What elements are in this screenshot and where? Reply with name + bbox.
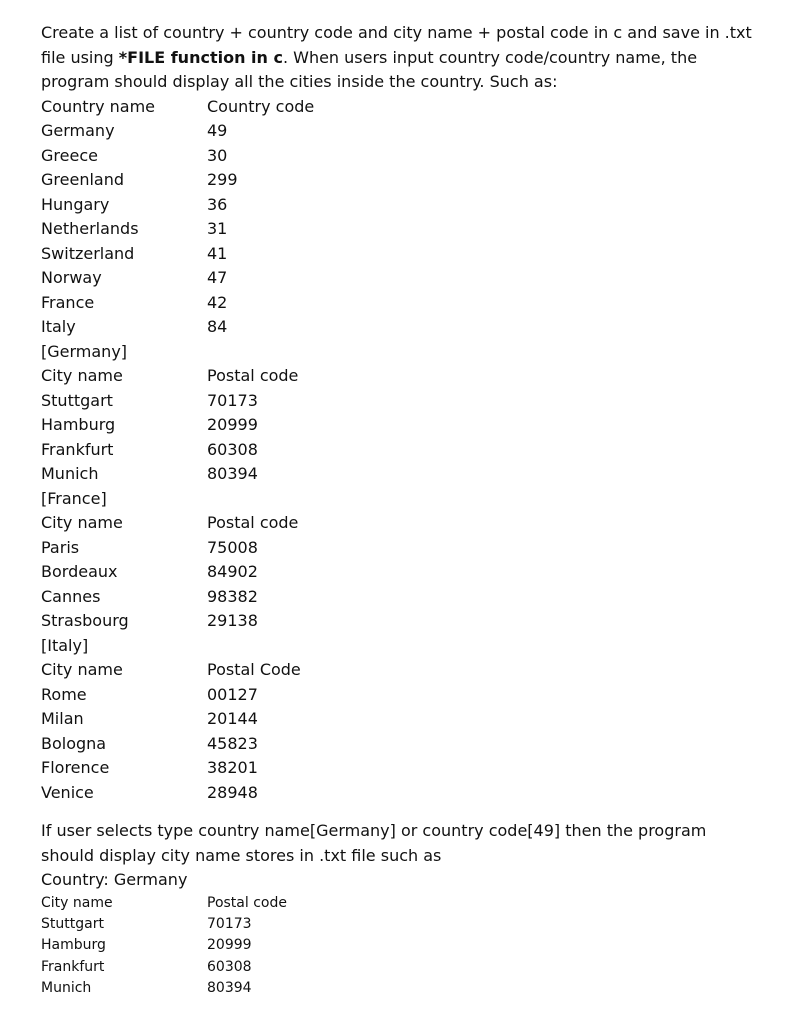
country-name: Netherlands [41, 219, 139, 238]
postal-code: 80394 [207, 980, 252, 997]
country-name: France [41, 292, 95, 312]
country-code: 42 [207, 292, 228, 312]
country-table-header [41, 95, 761, 120]
postal-code: 70173 [207, 915, 252, 932]
city-name: Hamburg [41, 415, 116, 434]
column-header: Country name [41, 96, 156, 116]
postal-code: 60308 [207, 958, 252, 975]
country-code: 84 [207, 317, 228, 336]
city-name: Venice [41, 782, 94, 802]
city-table-header [41, 658, 761, 683]
postal-code: 70173 [207, 390, 258, 410]
table-row [41, 732, 761, 757]
city-name: Florence [41, 758, 110, 777]
country-code: 299 [207, 170, 238, 189]
country-name: Switzerland [41, 243, 135, 263]
table-row [41, 168, 761, 193]
country-name: Greenland [41, 170, 124, 189]
outro-paragraph: If user selects type country name[Germany] or country code[49] then the program should display city name stores in .txt file such as [41, 821, 707, 865]
column-header: Postal code [207, 894, 287, 911]
table-row [41, 266, 761, 291]
city-name: Frankfurt [41, 958, 105, 975]
table-row [41, 462, 761, 487]
city-name: Hamburg [41, 937, 106, 954]
postal-code: 80394 [207, 464, 258, 483]
city-name: Stuttgart [41, 390, 113, 410]
city-name: Strasbourg [41, 611, 129, 630]
city-name: Munich [41, 464, 99, 483]
table-row [41, 914, 761, 935]
table-row [41, 536, 761, 561]
country-name: Greece [41, 145, 98, 165]
table-row [41, 978, 761, 999]
city-name: Cannes [41, 586, 101, 606]
postal-code: 29138 [207, 611, 258, 630]
table-row [41, 560, 761, 585]
table-row [41, 683, 761, 708]
city-name: Stuttgart [41, 915, 104, 932]
postal-code: 20999 [207, 937, 252, 954]
table-row [41, 609, 761, 634]
table-row [41, 438, 761, 463]
table-row [41, 707, 761, 732]
postal-code: 98382 [207, 586, 258, 606]
country-name: Hungary [41, 194, 110, 214]
example-output-table [41, 893, 761, 1000]
group-label: [Italy] [41, 635, 89, 655]
city-table-header [41, 364, 761, 389]
column-header: Country code [207, 96, 315, 116]
table-row [41, 217, 761, 242]
table-row [41, 585, 761, 610]
example-table-header [41, 893, 761, 914]
country-code: 36 [207, 194, 228, 214]
country-code: 31 [207, 219, 228, 238]
postal-code: 60308 [207, 439, 258, 459]
column-header: Postal Code [207, 660, 301, 679]
document [41, 21, 761, 999]
table-row [41, 935, 761, 956]
country-name: Italy [41, 317, 76, 336]
postal-code: 28948 [207, 782, 258, 802]
table-row [41, 242, 761, 267]
table-row [41, 291, 761, 316]
table-row [41, 315, 761, 340]
table-row [41, 389, 761, 414]
table-row [41, 756, 761, 781]
spacer [41, 805, 761, 819]
table-row [41, 144, 761, 169]
country-line: Country: Germany [41, 870, 188, 889]
postal-code: 38201 [207, 758, 258, 777]
city-group-germany [41, 340, 761, 487]
column-header: City name [41, 513, 123, 532]
city-name: Rome [41, 684, 87, 704]
country-name: Germany [41, 121, 115, 140]
city-name: Milan [41, 709, 84, 728]
city-name: Paris [41, 537, 80, 557]
intro-bold-text: *FILE function in c [118, 47, 283, 67]
column-header: Postal code [207, 366, 299, 385]
column-header: City name [41, 660, 123, 679]
postal-code: 20144 [207, 709, 258, 728]
city-name: Munich [41, 980, 92, 997]
column-header: City name [41, 894, 113, 911]
city-table-header [41, 511, 761, 536]
country-table [41, 95, 761, 340]
city-name: Bologna [41, 733, 107, 753]
postal-code: 45823 [207, 733, 258, 753]
group-label: [Germany] [41, 341, 128, 361]
column-header: Postal code [207, 513, 299, 532]
table-row [41, 119, 761, 144]
postal-code: 20999 [207, 415, 258, 434]
city-group-italy [41, 634, 761, 806]
country-code: 49 [207, 121, 228, 140]
country-code: 41 [207, 243, 228, 263]
city-name: Bordeaux [41, 562, 118, 581]
city-group-france [41, 487, 761, 634]
intro-text-end: . When users input country code/country name, the program should display all the cities inside the country. Such as: [41, 47, 698, 91]
postal-code: 00127 [207, 684, 258, 704]
country-code: 30 [207, 145, 228, 165]
intro-text-start: Create a list of country + country code and city name + postal code in c and save in .txt file using [41, 23, 752, 67]
table-row [41, 957, 761, 978]
country-name: Norway [41, 268, 102, 287]
postal-code: 84902 [207, 562, 258, 581]
postal-code: 75008 [207, 537, 258, 557]
table-row [41, 193, 761, 218]
column-header: City name [41, 366, 123, 385]
city-name: Frankfurt [41, 439, 114, 459]
intro-paragraph [41, 21, 761, 95]
table-row [41, 413, 761, 438]
country-code: 47 [207, 268, 228, 287]
table-row [41, 781, 761, 806]
group-label: [France] [41, 488, 107, 508]
